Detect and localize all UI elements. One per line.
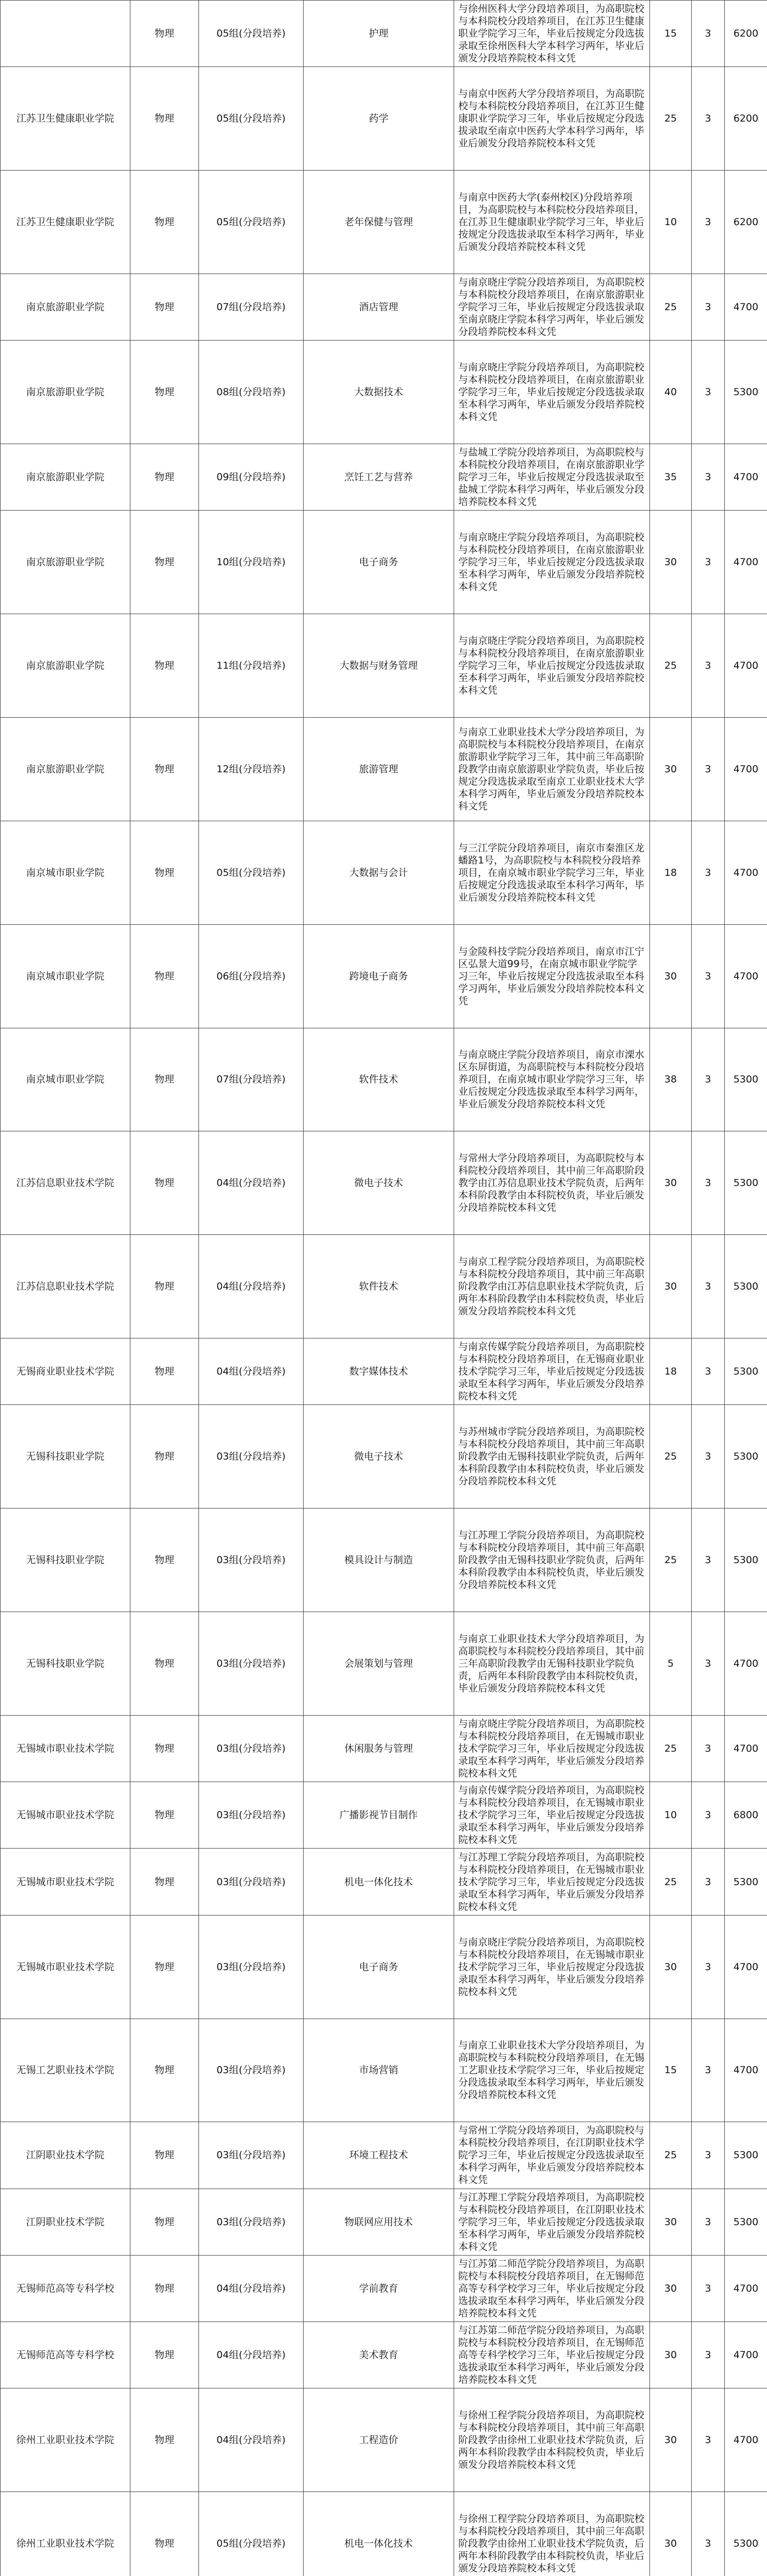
duration-cell: 3: [692, 1782, 725, 1849]
table-row: [1, 1915, 767, 2019]
school-name-cell: 江阴职业技术学院: [1, 2122, 130, 2189]
subject-cell: 物理: [130, 1849, 199, 1915]
major-name-cell: 电子商务: [304, 511, 454, 614]
school-name-cell: 徐州工业职业技术学院: [1, 2388, 130, 2492]
table-row: [1, 2255, 767, 2321]
tuition-cell: 5300: [725, 1131, 767, 1235]
remarks-cell: 与常州大学分段培养项目，为高职院校与本科院校分段培养项目，其中前三年高职阶段教学由江苏信息职业技术学院负责，后两年本科阶段教学由本科院校负责，毕业后颁发分段培养院校本科文凭: [454, 1131, 650, 1235]
plan-count-cell: 15: [650, 1, 692, 67]
table-row: [1, 2492, 767, 2576]
plan-count-cell: 18: [650, 1338, 692, 1405]
major-name-cell: 微电子技术: [304, 1405, 454, 1509]
duration-cell: 3: [692, 1028, 725, 1131]
major-name-cell: 数字媒体技术: [304, 1338, 454, 1405]
duration-cell: 3: [692, 614, 725, 718]
duration-cell: 3: [692, 2189, 725, 2255]
subject-cell: 物理: [130, 1131, 199, 1235]
plan-count-cell: 30: [650, 718, 692, 821]
remarks-cell: 与南京晓庄学院分段培养项目，为高职院校与本科院校分段培养项目，在南京旅游职业学院学习三年，毕业后按规定分段选拔录取至本科学习两年，毕业后颁发分段培养院校本科文凭: [454, 614, 650, 718]
plan-count-cell: 5: [650, 1612, 692, 1716]
group-code-cell: 03组(分段培养): [199, 1715, 304, 1782]
tuition-cell: 6200: [725, 171, 767, 274]
group-code-cell: 11组(分段培养): [199, 614, 304, 718]
remarks-cell: 与苏州城市学院分段培养项目，为高职院校与本科院校分段培养项目，其中前三年高职阶段教学由无锡科技职业学院负责，后两年本科阶段教学由本科院校负责，毕业后颁发分段培养院校本科文凭: [454, 1405, 650, 1509]
duration-cell: 3: [692, 341, 725, 444]
tuition-cell: 5300: [725, 1509, 767, 1612]
remarks-cell: 与徐州工程学院分段培养项目，为高职院校与本科院校分段培养项目，其中前三年高职阶段教学由徐州工业职业技术学院负责，后两年本科阶段教学由本科院校负责，毕业后颁发分段培养院校本科文凭: [454, 2388, 650, 2492]
school-name-cell: 南京旅游职业学院: [1, 341, 130, 444]
plan-count-cell: 25: [650, 274, 692, 340]
duration-cell: 3: [692, 1849, 725, 1915]
school-name-cell: 无锡城市职业技术学院: [1, 1715, 130, 1782]
plan-count-cell: 30: [650, 2322, 692, 2388]
plan-count-cell: 25: [650, 2122, 692, 2189]
group-code-cell: 04组(分段培养): [199, 2255, 304, 2321]
school-name-cell: 南京旅游职业学院: [1, 614, 130, 718]
tuition-cell: 4700: [725, 614, 767, 718]
table-row: [1, 511, 767, 614]
remarks-cell: 与南京晓庄学院分段培养项目，为高职院校与本科院校分段培养项目，在无锡城市职业技术学院学习三年，毕业后按规定分段选拔录取至本科学习两年，毕业后颁发分段培养院校本科文凭: [454, 1715, 650, 1782]
plan-count-cell: 30: [650, 2189, 692, 2255]
remarks-cell: 与南京晓庄学院分段培养项目，为高职院校与本科院校分段培养项目，在无锡城市职业技术学院学习三年，毕业后按规定分段选拔录取至本科学习两年，毕业后颁发分段培养院校本科文凭: [454, 1915, 650, 2019]
major-name-cell: 跨境电子商务: [304, 924, 454, 1028]
plan-count-cell: 30: [650, 511, 692, 614]
major-name-cell: 软件技术: [304, 1028, 454, 1131]
school-name-cell: 江苏信息职业技术学院: [1, 1235, 130, 1338]
group-code-cell: 03组(分段培养): [199, 2189, 304, 2255]
school-name-cell: 江苏信息职业技术学院: [1, 1131, 130, 1235]
table-row: [1, 2322, 767, 2388]
tuition-cell: 4700: [725, 821, 767, 924]
subject-cell: 物理: [130, 2019, 199, 2122]
group-code-cell: 03组(分段培养): [199, 1915, 304, 2019]
subject-cell: 物理: [130, 1612, 199, 1716]
tuition-cell: 4700: [725, 274, 767, 340]
group-code-cell: 10组(分段培养): [199, 511, 304, 614]
plan-count-cell: 18: [650, 821, 692, 924]
major-name-cell: 大数据与财务管理: [304, 614, 454, 718]
subject-cell: 物理: [130, 2492, 199, 2576]
duration-cell: 3: [692, 1235, 725, 1338]
duration-cell: 3: [692, 2388, 725, 2492]
major-name-cell: 大数据技术: [304, 341, 454, 444]
subject-cell: 物理: [130, 1338, 199, 1405]
table-row: [1, 1715, 767, 1782]
school-name-cell: 南京旅游职业学院: [1, 511, 130, 614]
school-name-cell: 南京城市职业学院: [1, 821, 130, 924]
plan-count-cell: 30: [650, 924, 692, 1028]
duration-cell: 3: [692, 444, 725, 511]
major-name-cell: 药学: [304, 67, 454, 171]
group-code-cell: 04组(分段培养): [199, 1235, 304, 1338]
subject-cell: 物理: [130, 1028, 199, 1131]
duration-cell: 3: [692, 67, 725, 171]
remarks-cell: 与南京晓庄学院分段培养项目，为高职院校与本科院校分段培养项目，在南京旅游职业学院学习三年，毕业后按规定分段选拔录取至本科学习两年，毕业后颁发分段培养院校本科文凭: [454, 511, 650, 614]
school-name-cell: [1, 1, 130, 67]
major-name-cell: 美术教育: [304, 2322, 454, 2388]
school-name-cell: 江苏卫生健康职业学院: [1, 67, 130, 171]
school-name-cell: 无锡城市职业技术学院: [1, 1782, 130, 1849]
tuition-cell: 4700: [725, 1915, 767, 2019]
table-row: [1, 821, 767, 924]
remarks-cell: 与江苏理工学院分段培养项目，为高职院校与本科院校分段培养项目，在无锡城市职业技术学院学习三年，毕业后按规定分段选拔录取至本科学习两年，毕业后颁发分段培养院校本科文凭: [454, 1849, 650, 1915]
school-name-cell: 无锡城市职业技术学院: [1, 1915, 130, 2019]
plan-count-cell: 30: [650, 2255, 692, 2321]
subject-cell: 物理: [130, 1235, 199, 1338]
tuition-cell: 5300: [725, 341, 767, 444]
subject-cell: 物理: [130, 171, 199, 274]
plan-count-cell: 30: [650, 1131, 692, 1235]
subject-cell: 物理: [130, 614, 199, 718]
school-name-cell: 无锡科技职业学院: [1, 1612, 130, 1716]
subject-cell: 物理: [130, 2122, 199, 2189]
table-row: [1, 2122, 767, 2189]
duration-cell: 3: [692, 2492, 725, 2576]
tuition-cell: 6200: [725, 1, 767, 67]
major-name-cell: 工程造价: [304, 2388, 454, 2492]
duration-cell: 3: [692, 1612, 725, 1716]
tuition-cell: 4700: [725, 444, 767, 511]
tuition-cell: 5300: [725, 1849, 767, 1915]
remarks-cell: 与南京工业职业技术大学分段培养项目，为高职院校与本科院校分段培养项目，在无锡工艺职业技术学院学习三年，毕业后按规定分段选拔录取至本科学习两年，毕业后颁发分段培养院校本科文凭: [454, 2019, 650, 2122]
plan-count-cell: 40: [650, 341, 692, 444]
school-name-cell: 无锡科技职业学院: [1, 1509, 130, 1612]
major-name-cell: 旅游管理: [304, 718, 454, 821]
tuition-cell: 5300: [725, 1235, 767, 1338]
table-row: [1, 614, 767, 718]
group-code-cell: 07组(分段培养): [199, 274, 304, 340]
group-code-cell: 07组(分段培养): [199, 1028, 304, 1131]
table-row: [1, 1235, 767, 1338]
remarks-cell: 与江苏第二师范学院分段培养项目，为高职院校与本科院校分段培养项目，在无锡师范高等专科学校学习三年，毕业后按规定分段选拔录取至本科学习两年，毕业后颁发分段培养院校本科文凭: [454, 2322, 650, 2388]
major-name-cell: 电子商务: [304, 1915, 454, 2019]
duration-cell: 3: [692, 924, 725, 1028]
table-row: [1, 274, 767, 340]
subject-cell: 物理: [130, 2388, 199, 2492]
group-code-cell: 03组(分段培养): [199, 1849, 304, 1915]
subject-cell: 物理: [130, 1405, 199, 1509]
table-row: [1, 67, 767, 171]
subject-cell: 物理: [130, 2255, 199, 2321]
group-code-cell: 04组(分段培养): [199, 2322, 304, 2388]
table-row: [1, 2019, 767, 2122]
subject-cell: 物理: [130, 1915, 199, 2019]
table-row: [1, 2189, 767, 2255]
group-code-cell: 03组(分段培养): [199, 1782, 304, 1849]
table-row: [1, 718, 767, 821]
duration-cell: 3: [692, 1, 725, 67]
subject-cell: 物理: [130, 1, 199, 67]
group-code-cell: 04组(分段培养): [199, 1338, 304, 1405]
major-name-cell: 烹饪工艺与营养: [304, 444, 454, 511]
school-name-cell: 南京旅游职业学院: [1, 274, 130, 340]
plan-count-cell: 38: [650, 1028, 692, 1131]
tuition-cell: 5300: [725, 2492, 767, 2576]
subject-cell: 物理: [130, 1509, 199, 1612]
duration-cell: 3: [692, 511, 725, 614]
table-row: [1, 1849, 767, 1915]
group-code-cell: 04组(分段培养): [199, 1131, 304, 1235]
remarks-cell: 与南京工业职业技术大学分段培养项目，为高职院校与本科院校分段培养项目，在南京旅游职业学院学习三年，其中前三年高职阶段教学由南京旅游职业学院负责，毕业后按规定分段选拔录取至南京工业职业技术大学本科学习两年，毕业后颁发分段培养院校本科文凭: [454, 718, 650, 821]
major-name-cell: 物联网应用技术: [304, 2189, 454, 2255]
school-name-cell: 无锡城市职业技术学院: [1, 1849, 130, 1915]
group-code-cell: 06组(分段培养): [199, 924, 304, 1028]
remarks-cell: 与常州工学院分段培养项目，为高职院校与本科院校分段培养项目，在江阴职业技术学院学习三年，毕业后按规定分段选拔录取至本科学习两年，毕业后颁发分段培养院校本科文凭: [454, 2122, 650, 2189]
plan-count-cell: 30: [650, 1235, 692, 1338]
subject-cell: 物理: [130, 2322, 199, 2388]
table-row: [1, 171, 767, 274]
school-name-cell: 江阴职业技术学院: [1, 2189, 130, 2255]
subject-cell: 物理: [130, 821, 199, 924]
school-name-cell: 南京城市职业学院: [1, 924, 130, 1028]
subject-cell: 物理: [130, 341, 199, 444]
tuition-cell: 5300: [725, 2122, 767, 2189]
tuition-cell: 4700: [725, 511, 767, 614]
duration-cell: 3: [692, 2255, 725, 2321]
duration-cell: 3: [692, 274, 725, 340]
subject-cell: 物理: [130, 924, 199, 1028]
group-code-cell: 03组(分段培养): [199, 2122, 304, 2189]
table-row: [1, 1612, 767, 1716]
group-code-cell: 03组(分段培养): [199, 1405, 304, 1509]
duration-cell: 3: [692, 1915, 725, 2019]
subject-cell: 物理: [130, 718, 199, 821]
duration-cell: 3: [692, 718, 725, 821]
major-name-cell: 软件技术: [304, 1235, 454, 1338]
plan-count-cell: 10: [650, 1782, 692, 1849]
table-row: [1, 444, 767, 511]
group-code-cell: 05组(分段培养): [199, 67, 304, 171]
duration-cell: 3: [692, 1405, 725, 1509]
tuition-cell: 4700: [725, 2322, 767, 2388]
table-row: [1, 1338, 767, 1405]
major-name-cell: 会展策划与管理: [304, 1612, 454, 1716]
tuition-cell: 5300: [725, 1405, 767, 1509]
tuition-cell: 5300: [725, 2189, 767, 2255]
table-row: [1, 1509, 767, 1612]
tuition-cell: 4700: [725, 2388, 767, 2492]
plan-count-cell: 25: [650, 1849, 692, 1915]
major-name-cell: 环境工程技术: [304, 2122, 454, 2189]
remarks-cell: 与徐州工程学院分段培养项目，为高职院校与本科院校分段培养项目，其中前三年高职阶段教学由徐州工业职业技术学院负责，后两年本科阶段教学由本科院校负责，毕业后颁发分段培养院校本科文凭: [454, 2492, 650, 2576]
duration-cell: 3: [692, 2322, 725, 2388]
major-name-cell: 休闲服务与管理: [304, 1715, 454, 1782]
major-name-cell: 机电一体化技术: [304, 1849, 454, 1915]
group-code-cell: 05组(分段培养): [199, 2492, 304, 2576]
group-code-cell: 05组(分段培养): [199, 821, 304, 924]
duration-cell: 3: [692, 2019, 725, 2122]
plan-count-cell: 10: [650, 171, 692, 274]
group-code-cell: 08组(分段培养): [199, 341, 304, 444]
table-row: [1, 924, 767, 1028]
tuition-cell: 4700: [725, 2255, 767, 2321]
group-code-cell: 12组(分段培养): [199, 718, 304, 821]
remarks-cell: 与江苏理工学院分段培养项目，为高职院校与本科院校分段培养项目，其中前三年高职阶段教学由无锡科技职业学院负责，后两年本科阶段教学由本科院校负责，毕业后颁发分段培养院校本科文凭: [454, 1509, 650, 1612]
duration-cell: 3: [692, 1715, 725, 1782]
plan-count-cell: 35: [650, 444, 692, 511]
tuition-cell: 4700: [725, 718, 767, 821]
group-code-cell: 05组(分段培养): [199, 171, 304, 274]
remarks-cell: 与江苏第二师范学院分段培养项目，为高职院校与本科院校分段培养项目，在无锡师范高等专科学校学习三年，毕业后按规定分段选拔录取至本科学习两年，毕业后颁发分段培养院校本科文凭: [454, 2255, 650, 2321]
tuition-cell: 6800: [725, 1782, 767, 1849]
plan-count-cell: 30: [650, 2492, 692, 2576]
school-name-cell: 江苏卫生健康职业学院: [1, 171, 130, 274]
major-name-cell: 市场营销: [304, 2019, 454, 2122]
major-name-cell: 老年保健与管理: [304, 171, 454, 274]
tuition-cell: 5300: [725, 1338, 767, 1405]
school-name-cell: 无锡商业职业技术学院: [1, 1338, 130, 1405]
tuition-cell: 4700: [725, 1612, 767, 1716]
subject-cell: 物理: [130, 1715, 199, 1782]
remarks-cell: 与金陵科技学院分段培养项目，南京市江宁区弘景大道99号，在南京城市职业学院学习三年，毕业后按规定分段选拔录取至本科学习两年，毕业后颁发分段培养院校本科文凭: [454, 924, 650, 1028]
plan-count-cell: 30: [650, 2388, 692, 2492]
plan-count-cell: 25: [650, 67, 692, 171]
table-row: [1, 1131, 767, 1235]
duration-cell: 3: [692, 1509, 725, 1612]
remarks-cell: 与三江学院分段培养项目，南京市秦淮区龙蟠路1号，为高职院校与本科院校分段培养项目，在南京城市职业学院学习三年，毕业后按规定分段选拔录取至本科学习两年，毕业后颁发分段培养院校本科文凭: [454, 821, 650, 924]
remarks-cell: 与南京传媒学院分段培养项目，为高职院校与本科院校分段培养项目，在无锡城市职业技术学院学习三年，毕业后按规定分段选拔录取至本科学习两年，毕业后颁发分段培养院校本科文凭: [454, 1782, 650, 1849]
school-name-cell: 无锡科技职业学院: [1, 1405, 130, 1509]
remarks-cell: 与南京工业职业技术大学分段培养项目，为高职院校与本科院校分段培养项目，其中前三年高职阶段教学由无锡科技职业学院负责，后两年本科阶段教学由本科院校负责，毕业后颁发分段培养院校本科文凭: [454, 1612, 650, 1716]
remarks-cell: 与徐州医科大学分段培养项目，为高职院校与本科院校分段培养项目，在江苏卫生健康职业学院学习三年，毕业后按规定分段选拔录取至徐州医科大学本科学习两年，毕业后颁发分段培养院校本科文凭: [454, 1, 650, 67]
remarks-cell: 与南京传媒学院分段培养项目，为高职院校与本科院校分段培养项目，在无锡商业职业技术学院学习三年，毕业后按规定分段选拔录取至本科学习两年，毕业后颁发分段培养院校本科文凭: [454, 1338, 650, 1405]
group-code-cell: 03组(分段培养): [199, 1612, 304, 1716]
group-code-cell: 05组(分段培养): [199, 1, 304, 67]
subject-cell: 物理: [130, 274, 199, 340]
remarks-cell: 与南京晓庄学院分段培养项目，为高职院校与本科院校分段培养项目，在南京旅游职业学院学习三年，毕业后按规定分段选拔录取至南京晓庄学院本科学习两年，毕业后颁发分段培养院校本科文凭: [454, 274, 650, 340]
tuition-cell: 4700: [725, 1715, 767, 1782]
major-name-cell: 酒店管理: [304, 274, 454, 340]
school-name-cell: 无锡工艺职业技术学院: [1, 2019, 130, 2122]
major-name-cell: 广播影视节目制作: [304, 1782, 454, 1849]
group-code-cell: 04组(分段培养): [199, 2388, 304, 2492]
table-row: [1, 1028, 767, 1131]
group-code-cell: 03组(分段培养): [199, 2019, 304, 2122]
school-name-cell: 南京旅游职业学院: [1, 718, 130, 821]
remarks-cell: 与南京晓庄学院分段培养项目，南京市溧水区东屏街道，为高职院校与本科院校分段培养项目，在南京城市职业学院学习三年，毕业后按规定分段选拔录取至本科学习两年，毕业后颁发分段培养院校本科文凭: [454, 1028, 650, 1131]
duration-cell: 3: [692, 2122, 725, 2189]
plan-count-cell: 25: [650, 614, 692, 718]
school-name-cell: 无锡师范高等专科学校: [1, 2255, 130, 2321]
remarks-cell: 与江苏理工学院分段培养项目，为高职院校与本科院校分段培养项目，在江阴职业技术学院学习三年，毕业后按规定分段选拔录取至本科学习两年，毕业后颁发分段培养院校本科文凭: [454, 2189, 650, 2255]
school-name-cell: 无锡师范高等专科学校: [1, 2322, 130, 2388]
tuition-cell: 5300: [725, 1028, 767, 1131]
group-code-cell: 09组(分段培养): [199, 444, 304, 511]
plan-count-cell: 30: [650, 1915, 692, 2019]
major-name-cell: 大数据与会计: [304, 821, 454, 924]
plan-count-cell: 15: [650, 2019, 692, 2122]
duration-cell: 3: [692, 821, 725, 924]
table-row: [1, 1, 767, 67]
subject-cell: 物理: [130, 1782, 199, 1849]
table-row: [1, 1782, 767, 1849]
plan-count-cell: 25: [650, 1715, 692, 1782]
remarks-cell: 与南京中医药大学分段培养项目，为高职院校与本科院校分段培养项目，在江苏卫生健康职业学院学习三年，毕业后按规定分段选拔录取至南京中医药大学本科学习两年，毕业后颁发分段培养院校本科文凭: [454, 67, 650, 171]
duration-cell: 3: [692, 1338, 725, 1405]
table-row: [1, 2388, 767, 2492]
remarks-cell: 与盐城工学院分段培养项目，为高职院校与本科院校分段培养项目，在南京旅游职业学院学习三年，毕业后按规定分段选拔录取至盐城工学院本科学习两年，毕业后颁发分段培养院校本科文凭: [454, 444, 650, 511]
duration-cell: 3: [692, 171, 725, 274]
plan-count-cell: 25: [650, 1405, 692, 1509]
tuition-cell: 4700: [725, 2019, 767, 2122]
subject-cell: 物理: [130, 2189, 199, 2255]
remarks-cell: 与南京工程学院分段培养项目，为高职院校与本科院校分段培养项目，其中前三年高职阶段教学由江苏信息职业技术学院负责，后两年本科阶段教学由本科院校负责，毕业后颁发分段培养院校本科文凭: [454, 1235, 650, 1338]
major-name-cell: 护理: [304, 1, 454, 67]
duration-cell: 3: [692, 1131, 725, 1235]
major-name-cell: 模具设计与制造: [304, 1509, 454, 1612]
major-name-cell: 微电子技术: [304, 1131, 454, 1235]
table-body: [1, 1, 767, 2576]
school-name-cell: 南京城市职业学院: [1, 1028, 130, 1131]
school-name-cell: 南京旅游职业学院: [1, 444, 130, 511]
school-name-cell: 徐州工业职业技术学院: [1, 2492, 130, 2576]
plan-count-cell: 25: [650, 1509, 692, 1612]
remarks-cell: 与南京晓庄学院分段培养项目，为高职院校与本科院校分段培养项目，在南京旅游职业学院学习三年，毕业后按规定分段选拔录取至本科学习两年，毕业后颁发分段培养院校本科文凭: [454, 341, 650, 444]
group-code-cell: 03组(分段培养): [199, 1509, 304, 1612]
subject-cell: 物理: [130, 511, 199, 614]
table-row: [1, 1405, 767, 1509]
table-row: [1, 341, 767, 444]
subject-cell: 物理: [130, 444, 199, 511]
tuition-cell: 4700: [725, 924, 767, 1028]
major-name-cell: 学前教育: [304, 2255, 454, 2321]
tuition-cell: 6200: [725, 67, 767, 171]
major-name-cell: 机电一体化技术: [304, 2492, 454, 2576]
subject-cell: 物理: [130, 67, 199, 171]
remarks-cell: 与南京中医药大学(泰州校区)分段培养项目，为高职院校与本科院校分段培养项目，在江苏卫生健康职业学院学习三年，毕业后按规定分段选拔录取至本科学习两年，毕业后颁发分段培养院校本科文凭: [454, 171, 650, 274]
